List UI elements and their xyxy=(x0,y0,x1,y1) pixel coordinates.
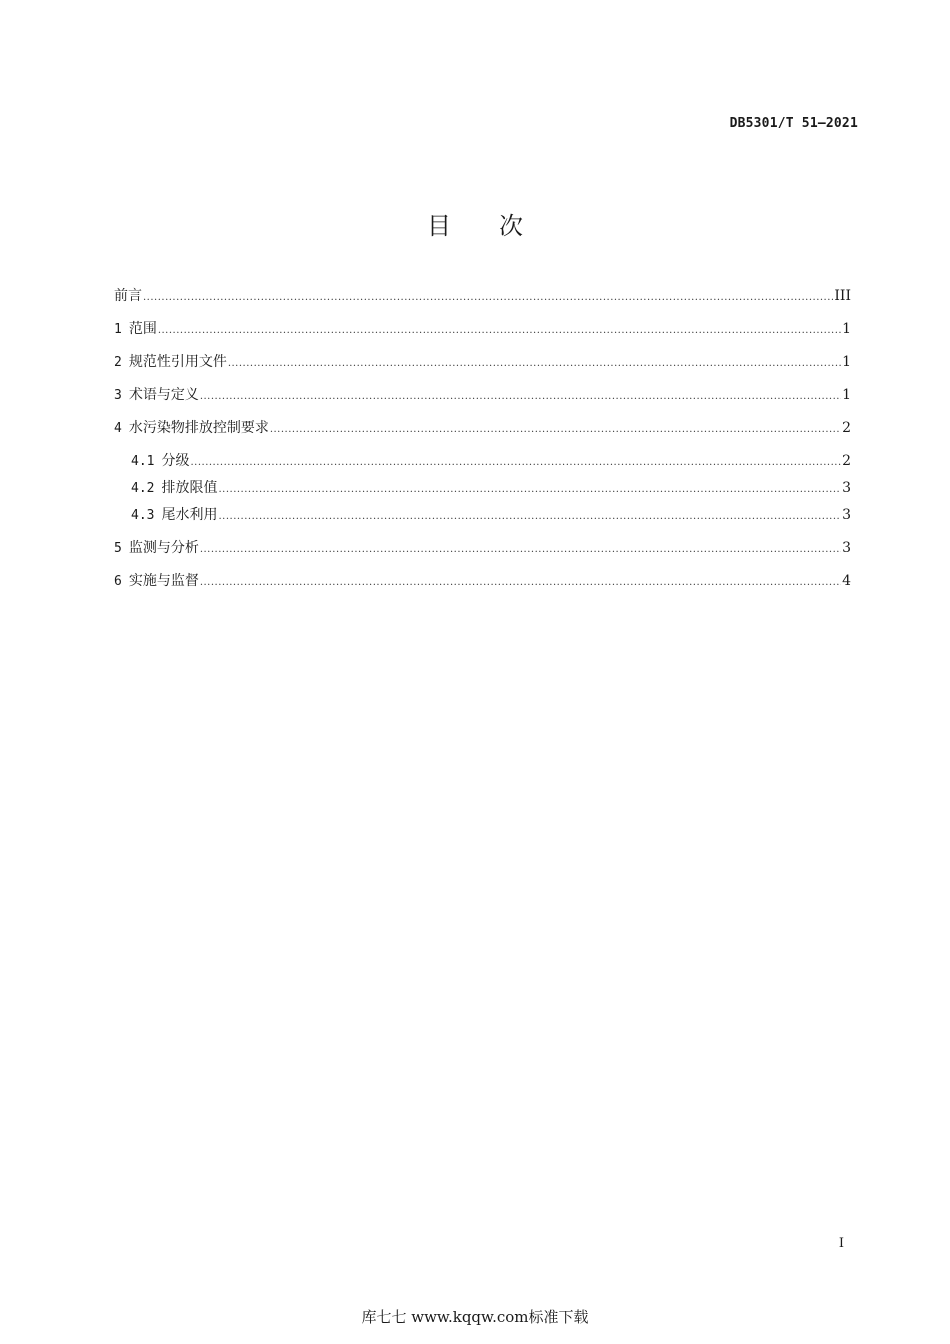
page-number: I xyxy=(838,1236,844,1251)
toc-entry-4[interactable] xyxy=(114,418,851,440)
toc-entry-page: 3 xyxy=(842,507,851,523)
toc-entry-page: 2 xyxy=(842,420,851,436)
toc-dot-leader xyxy=(200,387,841,407)
toc-entry-label: 监测与分析 xyxy=(128,540,199,556)
toc-entry-number: 6 xyxy=(114,574,122,589)
toc-entry-foreword[interactable] xyxy=(114,286,851,308)
toc-entry-page: 1 xyxy=(842,387,851,403)
toc-dot-leader xyxy=(270,420,841,440)
toc-entry-label: 排放限值 xyxy=(161,480,218,496)
toc-entry-page: 3 xyxy=(842,540,851,556)
toc-entry-number: 3 xyxy=(114,388,122,403)
toc-entry-4-2[interactable] xyxy=(114,478,851,500)
toc-dot-leader xyxy=(218,507,841,527)
toc-entry-page: 4 xyxy=(842,573,851,589)
toc-entry-4-1[interactable] xyxy=(114,451,851,473)
toc-entry-number: 4.3 xyxy=(131,508,155,523)
toc-dot-leader xyxy=(190,453,841,473)
toc-entry-number: 4.2 xyxy=(131,481,155,496)
toc-entry-number: 4.1 xyxy=(131,454,155,469)
toc-entry-label: 术语与定义 xyxy=(128,387,199,403)
toc-entry-page: 3 xyxy=(842,480,851,496)
toc-entry-label: 规范性引用文件 xyxy=(128,354,227,370)
toc-entry-2[interactable] xyxy=(114,352,851,374)
toc-entry-3[interactable] xyxy=(114,385,851,407)
toc-entry-page: 1 xyxy=(842,321,851,337)
toc-entry-number: 1 xyxy=(114,322,122,337)
toc-entry-label: 尾水利用 xyxy=(161,507,218,523)
page-title: 目次 xyxy=(427,212,571,240)
toc-entry-page: 2 xyxy=(842,453,851,469)
table-of-contents xyxy=(114,286,851,604)
toc-entry-label: 分级 xyxy=(161,453,190,469)
toc-entry-number: 2 xyxy=(114,355,122,370)
toc-entry-number: 5 xyxy=(114,541,122,556)
toc-entry-label: 实施与监督 xyxy=(128,573,199,589)
toc-entry-page: 1 xyxy=(842,354,851,370)
toc-entry-number: 4 xyxy=(114,421,122,436)
toc-entry-6[interactable] xyxy=(114,571,851,593)
document-code: DB5301/T 51—2021 xyxy=(729,116,858,131)
toc-entry-1[interactable] xyxy=(114,319,851,341)
toc-entry-label: 水污染物排放控制要求 xyxy=(128,420,269,436)
footer-watermark: 库七七 www.kqqw.com标准下载 xyxy=(361,1308,589,1326)
toc-dot-leader xyxy=(158,321,841,341)
toc-dot-leader xyxy=(228,354,841,374)
toc-entry-5[interactable] xyxy=(114,538,851,560)
toc-entry-label: 范围 xyxy=(128,321,157,337)
toc-dot-leader xyxy=(200,540,841,560)
toc-dot-leader xyxy=(218,480,841,500)
toc-dot-leader xyxy=(143,288,833,308)
toc-dot-leader xyxy=(200,573,841,593)
toc-entry-4-3[interactable] xyxy=(114,505,851,527)
toc-entry-page: III xyxy=(834,288,851,304)
toc-entry-label: 前言 xyxy=(114,288,142,304)
